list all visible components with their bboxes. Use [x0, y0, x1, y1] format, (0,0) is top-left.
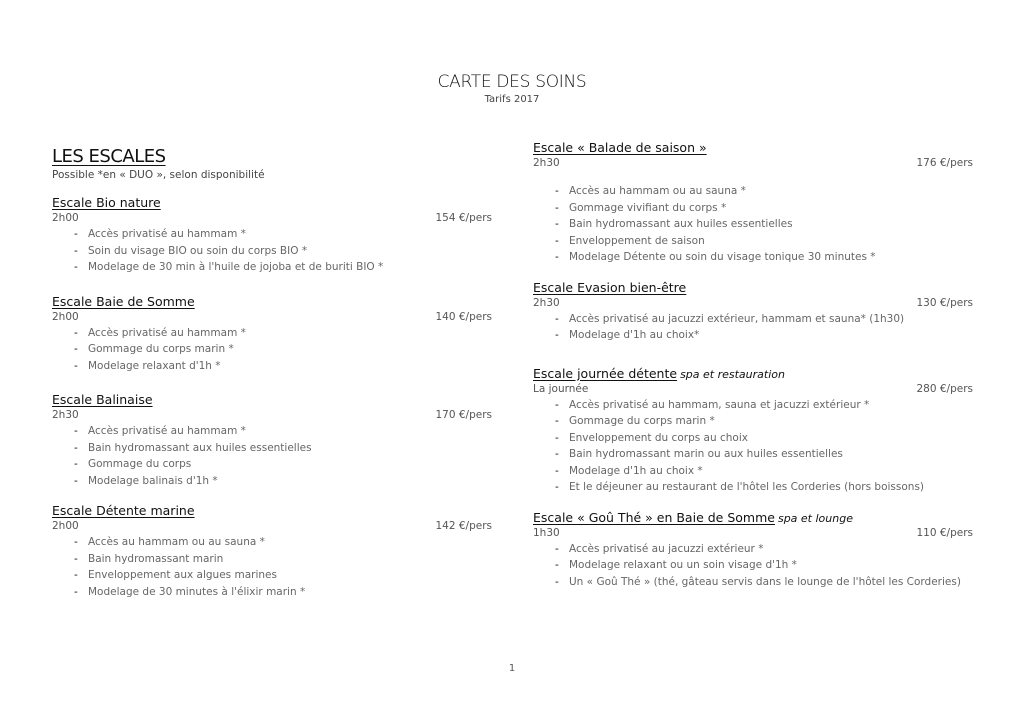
list-item: - Accès privatisé au hammam *	[74, 425, 246, 437]
escale-duration: La journée	[533, 382, 589, 395]
escale-balinaise	[52, 392, 492, 489]
page-title: CARTE DES SOINS	[437, 72, 587, 92]
escale-items	[533, 311, 973, 344]
escale-gou-the	[533, 510, 973, 591]
list-item: - Bain hydromassant aux huiles essentielles	[555, 218, 793, 230]
escale-duration: 2h00	[52, 310, 79, 323]
section-subtitle: Possible *en « DUO », selon disponibilité	[52, 169, 265, 181]
list-item: - Modelage Détente ou soin du visage tonique 30 minutes *	[555, 251, 876, 263]
list-item: - Modelage d'1h au choix *	[555, 464, 703, 477]
list-item: - Modelage d'1h au choix*	[555, 329, 700, 341]
escale-suffix: spa et restauration	[680, 367, 785, 381]
escale-detente-marine	[52, 503, 492, 600]
left-column	[52, 146, 492, 600]
list-item: - Accès privatisé au jacuzzi extérieur, hammam et sauna* (1h30)	[555, 312, 905, 325]
escale-duration: 1h30	[533, 526, 560, 539]
escale-price: 170 €/pers	[435, 409, 492, 421]
escale-name: Escale Détente marine	[52, 503, 195, 518]
list-item: - Modelage de 30 min à l'huile de jojoba et de buriti BIO *	[74, 261, 384, 273]
escale-duration: 2h30	[52, 409, 79, 421]
list-item: - Modelage de 30 minutes à l'élixir marin *	[74, 585, 306, 598]
escale-meta	[533, 527, 973, 539]
list-item: - Un « Goû Thé » (thé, gâteau servis dans le lounge de l'hôtel les Corderies)	[555, 575, 961, 588]
list-item: - Enveloppement aux algues marines	[74, 569, 277, 581]
section-title: LES ESCALES	[52, 146, 166, 167]
list-item: - Accès au hammam ou au sauna *	[74, 536, 265, 548]
escale-name: Escale journée détente spa et restauration	[533, 365, 785, 381]
escale-name: Escale Bio nature	[52, 195, 161, 210]
list-item: - Accès au hammam ou au sauna *	[555, 185, 746, 197]
escale-price: 142 €/pers	[435, 520, 492, 532]
list-item: - Modelage relaxant d'1h *	[74, 359, 221, 372]
escale-suffix: spa et lounge	[777, 511, 853, 525]
escale-duration: 2h00	[52, 520, 79, 532]
right-column	[533, 140, 973, 590]
escale-items	[52, 325, 492, 375]
list-item: - Accès privatisé au hammam, sauna et jacuzzi extérieur *	[555, 398, 870, 411]
escale-name: Escale Baie de Somme	[52, 293, 195, 309]
escale-meta	[52, 409, 492, 421]
list-item: - Enveloppement de saison	[555, 234, 705, 247]
escale-price: 154 €/pers	[435, 212, 492, 224]
list-item: - Accès privatisé au hammam *	[74, 228, 246, 240]
escale-price: 176 €/pers	[916, 157, 973, 169]
escale-name: Escale « Balade de saison »	[533, 140, 707, 155]
escale-price: 140 €/pers	[435, 310, 492, 323]
page-subtitle: Tarifs 2017	[484, 94, 540, 105]
escale-price: 130 €/pers	[916, 296, 973, 309]
escale-balade-de-saison	[533, 140, 973, 266]
list-item: - Accès privatisé au jacuzzi extérieur *	[555, 542, 764, 555]
escale-name: Escale Balinaise	[52, 392, 153, 407]
escale-meta	[533, 297, 973, 309]
list-item: - Bain hydromassant marin ou aux huiles essentielles	[555, 448, 843, 460]
list-item: - Gommage du corps	[74, 458, 192, 470]
escale-items	[52, 534, 492, 600]
escale-evasion-bien-etre	[533, 280, 973, 344]
escale-duration: 2h30	[533, 157, 560, 169]
escale-journee-detente	[533, 366, 973, 496]
escale-name: Escale Evasion bien-être	[533, 279, 687, 295]
page-number: 1	[508, 663, 516, 674]
list-item: - Gommage du corps marin *	[74, 343, 234, 355]
escale-items	[52, 226, 492, 276]
list-item: - Gommage vivifiant du corps *	[555, 201, 727, 214]
list-item: - Et le déjeuner au restaurant de l'hôtel les Corderies (hors boissons)	[555, 481, 925, 493]
list-item: - Accès privatisé au hammam *	[74, 326, 246, 339]
list-item: - Enveloppement du corps au choix	[555, 431, 748, 444]
escale-meta	[533, 157, 973, 169]
escale-meta	[52, 520, 492, 532]
escale-items	[533, 397, 973, 496]
escale-meta	[52, 311, 492, 323]
escale-duration: 2h00	[52, 212, 79, 224]
list-item: - Bain hydromassant aux huiles essentielles	[74, 441, 312, 454]
escale-duration: 2h30	[533, 296, 560, 309]
list-item: - Gommage du corps marin *	[555, 415, 715, 427]
escale-name: Escale « Goû Thé » en Baie de Somme spa et lounge	[533, 509, 853, 525]
escale-baie-de-somme	[52, 294, 492, 375]
escale-meta	[533, 383, 973, 395]
escale-items	[52, 423, 492, 489]
escale-meta	[52, 212, 492, 224]
escale-items	[533, 183, 973, 266]
page-header	[0, 72, 1024, 105]
list-item: - Modelage relaxant ou un soin visage d'1h *	[555, 559, 797, 571]
list-item: - Bain hydromassant marin	[74, 552, 224, 565]
list-item: - Modelage balinais d'1h *	[74, 474, 218, 487]
escale-price: 110 €/pers	[916, 526, 973, 539]
escale-items	[533, 541, 973, 591]
escale-price: 280 €/pers	[916, 382, 973, 395]
list-item: - Soin du visage BIO ou soin du corps BIO *	[74, 244, 308, 257]
escale-bio-nature	[52, 195, 492, 276]
